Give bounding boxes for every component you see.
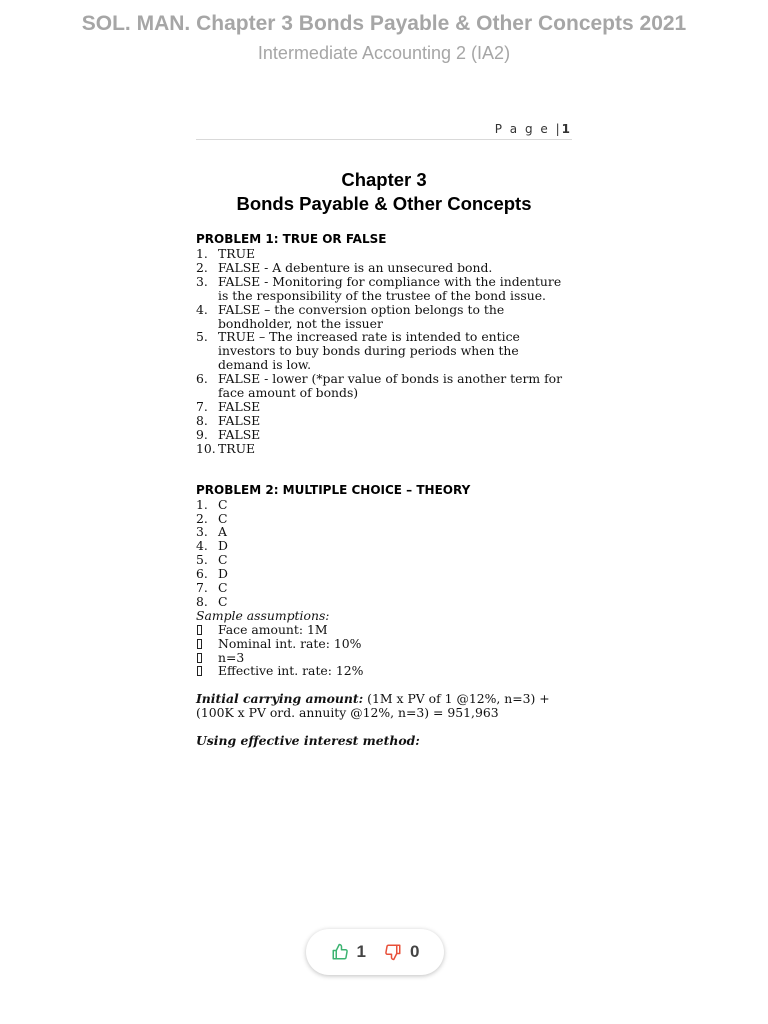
effective-interest-method-heading: Using effective interest method:	[196, 733, 420, 749]
problem-1-title: PROBLEM 1: TRUE OR FALSE	[196, 232, 387, 246]
item-number: 6.	[196, 371, 208, 387]
item-text: C	[218, 580, 228, 596]
bullet-icon	[196, 637, 218, 651]
item-text: D	[218, 566, 228, 582]
page-number-label	[196, 122, 572, 138]
chapter-number: Chapter 3	[341, 169, 427, 190]
problem-2-title: PROBLEM 2: MULTIPLE CHOICE – THEORY	[196, 482, 471, 497]
item-number: 3.	[196, 273, 208, 289]
thumbs-down-icon	[384, 943, 402, 961]
chapter-heading	[196, 168, 572, 216]
item-number: 2.	[196, 510, 208, 526]
upvote-count: 1	[356, 942, 366, 961]
item-number: 5.	[196, 329, 208, 345]
item-text: D	[218, 538, 228, 554]
item-text: TRUE	[218, 440, 256, 456]
item-text: FALSE - A debenture is an unsecured bond.	[218, 259, 493, 275]
list-item	[196, 581, 572, 595]
problem-2-answer-list	[196, 498, 572, 609]
item-text: FALSE	[218, 398, 261, 414]
list-item	[196, 400, 572, 414]
document-subtitle: Intermediate Accounting 2 (IA2)	[257, 43, 511, 63]
initial-carrying-amount	[196, 692, 572, 720]
upvote-button[interactable]	[331, 942, 366, 962]
item-text: C	[218, 552, 228, 568]
item-text: FALSE - Monitoring for compliance with the indenture is the responsibility of the trustee of the bond issue.	[218, 273, 562, 303]
item-number: 8.	[196, 593, 208, 609]
page-header-rule	[196, 139, 572, 140]
item-number: 7.	[196, 580, 208, 596]
thumbs-up-icon	[331, 943, 349, 961]
list-item	[196, 275, 572, 303]
list-item	[196, 539, 572, 553]
bullet-icon	[196, 623, 218, 637]
list-item	[196, 498, 572, 512]
assumptions-list	[196, 623, 572, 679]
list-item	[196, 414, 572, 428]
assumption-text: Effective int. rate: 12%	[218, 663, 364, 679]
list-item	[196, 330, 572, 372]
item-text: FALSE – the conversion option belongs to the bondholder, not the issuer	[218, 301, 505, 331]
list-item	[196, 525, 572, 539]
list-item	[196, 553, 572, 567]
list-item	[196, 428, 572, 442]
item-text: C	[218, 593, 228, 609]
list-item	[196, 637, 572, 651]
bullet-icon	[196, 651, 218, 665]
carrying-amount-formula: (1M x PV of 1 @12%, n=3) + (100K x PV ord. annuity @12%, n=3) = 951,963	[196, 691, 550, 721]
list-item	[196, 512, 572, 526]
chapter-title: Bonds Payable & Other Concepts	[236, 193, 532, 214]
item-number: 3.	[196, 524, 208, 540]
item-number: 9.	[196, 426, 208, 442]
list-item	[196, 247, 572, 261]
item-number: 10.	[196, 440, 216, 456]
downvote-button[interactable]	[384, 942, 419, 962]
item-number: 8.	[196, 412, 208, 428]
page-label-text: P a g e |	[494, 122, 562, 136]
list-item	[196, 372, 572, 400]
list-item	[196, 261, 572, 275]
list-item	[196, 567, 572, 581]
assumption-text: n=3	[218, 649, 245, 665]
item-text: C	[218, 510, 228, 526]
item-text: TRUE – The increased rate is intended to entice investors to buy bonds during periods when the demand is low.	[218, 329, 520, 373]
assumption-text: Face amount: 1M	[218, 621, 328, 637]
item-text: C	[218, 496, 228, 512]
list-item	[196, 651, 572, 665]
list-item	[196, 623, 572, 637]
item-number: 2.	[196, 259, 208, 275]
list-item	[196, 303, 572, 331]
item-text: A	[218, 524, 227, 540]
item-text: FALSE	[218, 426, 261, 442]
carrying-amount-label: Initial carrying amount:	[196, 691, 364, 707]
list-item	[196, 595, 572, 609]
item-number: 6.	[196, 566, 208, 582]
sample-assumptions-heading: Sample assumptions:	[196, 607, 330, 623]
item-number: 7.	[196, 398, 208, 414]
document-title: SOL. MAN. Chapter 3 Bonds Payable & Other Concepts 2021	[81, 12, 687, 35]
item-text: FALSE	[218, 412, 261, 428]
assumption-text: Nominal int. rate: 10%	[218, 635, 362, 651]
item-text: TRUE	[218, 246, 256, 261]
downvote-count: 0	[410, 942, 420, 961]
vote-widget	[306, 929, 444, 975]
bullet-icon	[196, 664, 218, 678]
problem-1-answer-list	[196, 247, 572, 456]
item-text: FALSE - lower (*par value of bonds is another term for face amount of bonds)	[218, 371, 563, 401]
item-number: 1.	[196, 496, 208, 512]
list-item	[196, 442, 572, 456]
document-page	[196, 122, 572, 748]
item-number: 5.	[196, 552, 208, 568]
list-item	[196, 664, 572, 678]
item-number: 4.	[196, 538, 208, 554]
page-number: 1	[561, 122, 570, 136]
item-number: 1.	[196, 246, 208, 261]
item-number: 4.	[196, 301, 208, 317]
